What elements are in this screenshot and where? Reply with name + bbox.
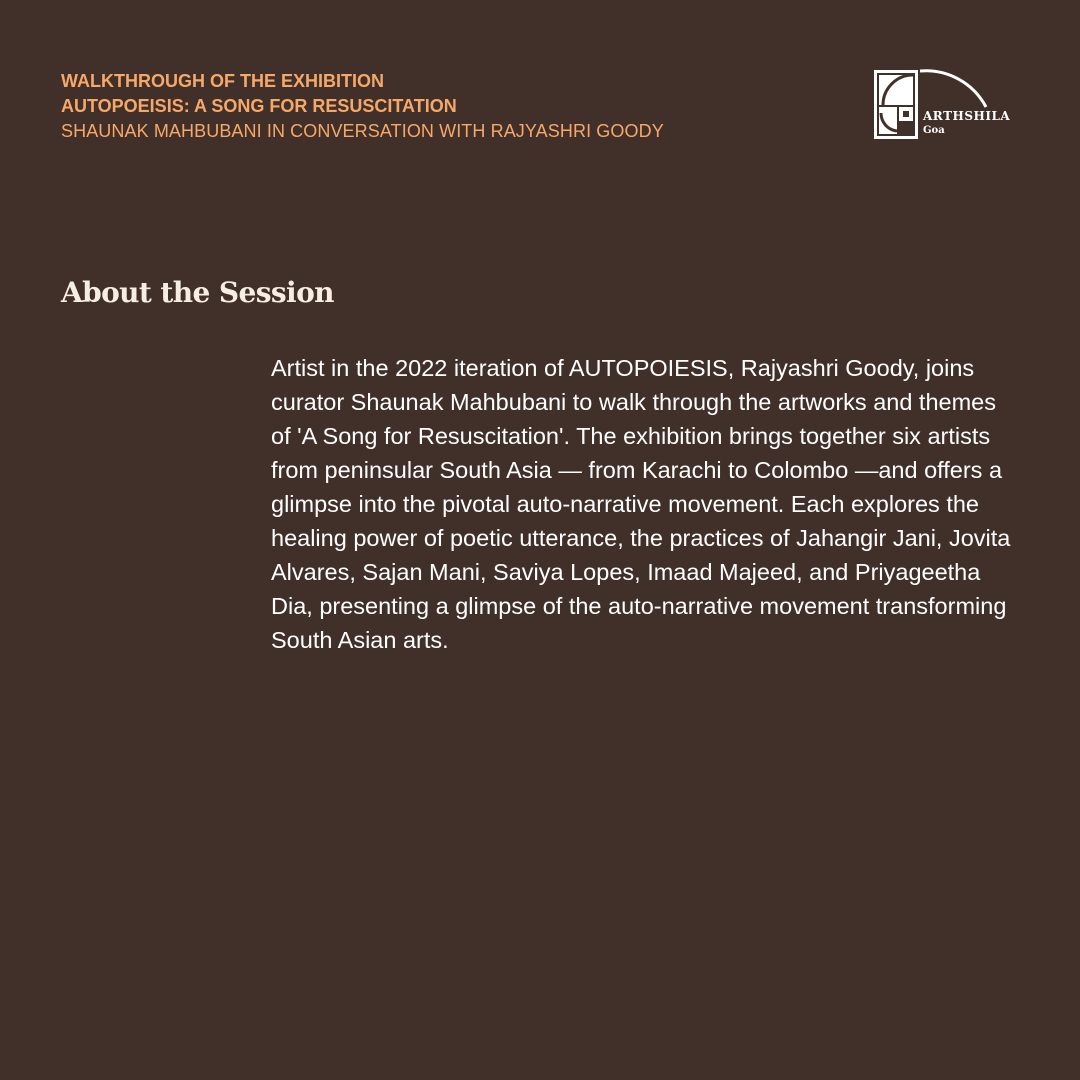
event-header xyxy=(61,69,664,144)
event-type: WALKTHROUGH OF THE EXHIBITION xyxy=(61,71,384,91)
event-speakers: SHAUNAK MAHBUBANI IN CONVERSATION WITH RAJYASHRI GOODY xyxy=(61,121,664,141)
arthshila-logo xyxy=(874,69,1024,141)
exhibition-title: AUTOPOEISIS: A SONG FOR RESUSCITATION xyxy=(61,96,457,116)
golden-spiral-icon xyxy=(874,69,1024,141)
section-title: About the Session xyxy=(61,276,334,309)
session-description: Artist in the 2022 iteration of AUTOPOIESIS, Rajyashri Goody, joins curator Shaunak Mahbubani to walk through the artworks and themes of 'A Song for Resuscitation'. The exhibition brings together six artists from peninsular South Asia — from Karachi to Colombo —and offers a glimpse into the pivotal auto-narrative movement. Each explores the healing power of poetic utterance, the practices of Jahangir Jani, Jovita Alvares, Sajan Mani, Saviya Lopes, Imaad Majeed, and Priyageetha Dia, presenting a glimpse of the auto-narrative movement transforming South Asian arts. xyxy=(271,355,1011,653)
logo-wordmark: ARTHSHILA xyxy=(923,109,1011,123)
logo-city: Goa xyxy=(923,125,945,136)
